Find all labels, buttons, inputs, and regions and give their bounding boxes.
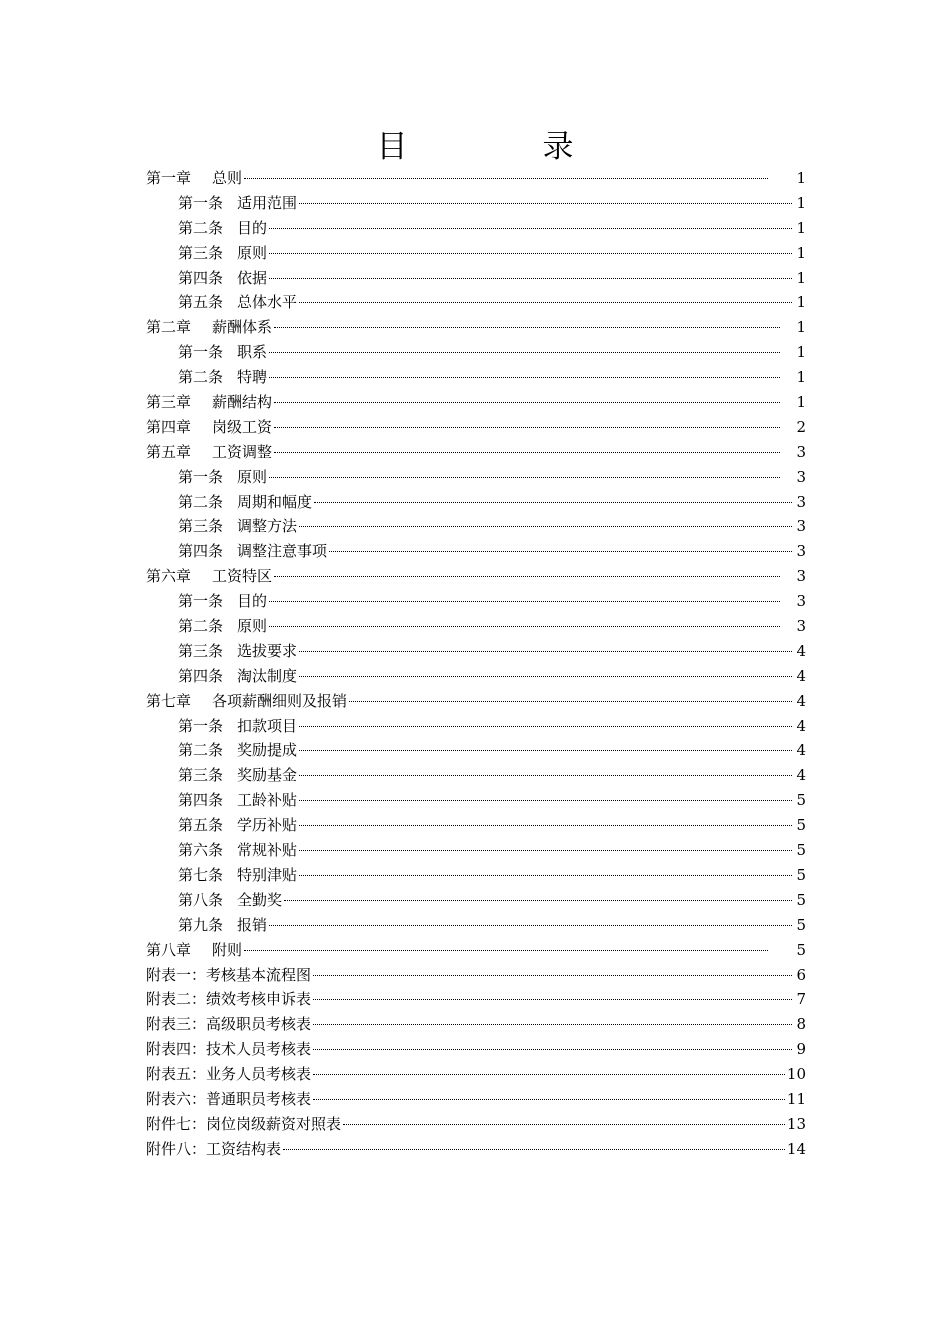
toc-appendix-entry[interactable] (146, 1087, 806, 1112)
toc-page-number: 4 (796, 716, 806, 735)
toc-page-number: 4 (796, 741, 806, 760)
toc-article-entry[interactable] (146, 888, 806, 913)
toc-entry-label (146, 1037, 311, 1062)
toc-article-entry[interactable] (146, 589, 806, 614)
toc-entry-text: 业务人员考核表 (206, 1065, 312, 1084)
toc-article-entry[interactable] (146, 614, 806, 639)
toc-entry-label (178, 365, 267, 390)
toc-entry-text: 工龄补贴 (237, 791, 298, 810)
toc-entry-number: 第一条 (178, 343, 224, 362)
toc-entry-label (178, 763, 297, 788)
toc-entry-label (146, 166, 242, 191)
toc-appendix-entry[interactable] (146, 987, 806, 1012)
toc-chapter-entry[interactable] (146, 166, 806, 191)
toc-entry-label (178, 241, 267, 266)
toc-entry-text: 原则 (237, 467, 268, 486)
toc-page-number: 5 (796, 816, 806, 835)
toc-page-number: 6 (796, 965, 806, 984)
toc-entry-number: 第五条 (178, 293, 224, 312)
toc-entry-text: 奖励提成 (237, 741, 298, 760)
toc-entry-number: 第一条 (178, 592, 224, 611)
toc-page-number: 1 (796, 193, 806, 212)
toc-entry-label (178, 465, 267, 490)
toc-page-number: 1 (796, 243, 806, 262)
toc-chapter-entry[interactable] (146, 440, 806, 465)
toc-entry-text: 岗位岗级薪资对照表 (206, 1114, 342, 1133)
toc-entry-number: 第五条 (178, 816, 224, 835)
toc-page-number: 10 (786, 1065, 806, 1084)
toc-article-entry[interactable] (146, 863, 806, 888)
toc-entry-text: 绩效考核申诉表 (206, 990, 312, 1009)
toc-entry-label (178, 639, 297, 664)
toc-article-entry[interactable] (146, 714, 806, 739)
toc-entry-number: 第三条 (178, 517, 224, 536)
toc-page-number: 5 (796, 791, 806, 810)
toc-entry-text: 报销 (237, 915, 268, 934)
toc-article-entry[interactable] (146, 365, 806, 390)
toc-entry-text: 工资调整 (212, 442, 273, 461)
toc-page-number: 11 (786, 1089, 806, 1108)
dot-leader (274, 452, 780, 453)
dot-leader (269, 352, 780, 353)
table-of-contents (146, 166, 806, 1162)
toc-entry-text: 普通职员考核表 (206, 1089, 312, 1108)
dot-leader (299, 651, 792, 652)
page-title: 目 录 (376, 128, 626, 165)
toc-article-entry[interactable] (146, 913, 806, 938)
dot-leader (284, 900, 792, 901)
toc-entry-label (178, 514, 297, 539)
toc-entry-text: 常规补贴 (237, 841, 298, 860)
toc-entry-number: 附表五： (146, 1065, 207, 1084)
toc-appendix-entry[interactable] (146, 1037, 806, 1062)
toc-entry-number: 附表三： (146, 1015, 207, 1034)
toc-entry-label (178, 863, 297, 888)
dot-leader (299, 875, 792, 876)
toc-entry-text: 扣款项目 (237, 716, 298, 735)
toc-chapter-entry[interactable] (146, 315, 806, 340)
toc-entry-number: 附表六： (146, 1089, 207, 1108)
toc-article-entry[interactable] (146, 763, 806, 788)
toc-article-entry[interactable] (146, 514, 806, 539)
toc-entry-number: 第六条 (178, 841, 224, 860)
toc-page-number: 1 (796, 318, 806, 337)
toc-entry-number: 第四条 (178, 791, 224, 810)
toc-entry-label (146, 1137, 281, 1162)
dot-leader (269, 253, 792, 254)
toc-entry-number: 第三条 (178, 243, 224, 262)
toc-page-number: 3 (796, 442, 806, 461)
toc-article-entry[interactable] (146, 838, 806, 863)
toc-page-number: 2 (796, 417, 806, 436)
toc-article-entry[interactable] (146, 290, 806, 315)
toc-entry-number: 附表四： (146, 1040, 207, 1059)
toc-chapter-entry[interactable] (146, 938, 806, 963)
toc-entry-number: 第三章 (146, 393, 192, 412)
toc-entry-number: 第一条 (178, 193, 224, 212)
toc-entry-number: 第二条 (178, 218, 224, 237)
toc-entry-label (178, 664, 297, 689)
dot-leader (299, 526, 792, 527)
toc-entry-text: 高级职员考核表 (206, 1015, 312, 1034)
toc-page-number: 3 (796, 592, 806, 611)
dot-leader (299, 775, 792, 776)
dot-leader (274, 427, 780, 428)
toc-entry-text: 调整注意事项 (237, 542, 328, 561)
dot-leader (313, 1099, 785, 1100)
toc-entry-text: 总体水平 (237, 293, 298, 312)
dot-leader (274, 576, 780, 577)
toc-page-number: 13 (786, 1114, 806, 1133)
dot-leader (313, 975, 792, 976)
toc-page-number: 5 (796, 865, 806, 884)
toc-entry-label (146, 440, 272, 465)
toc-entry-number: 第四条 (178, 666, 224, 685)
toc-entry-label (146, 938, 242, 963)
toc-entry-number: 第三条 (178, 766, 224, 785)
toc-page-number: 1 (796, 169, 806, 187)
toc-entry-label (178, 888, 282, 913)
toc-entry-text: 工资结构表 (206, 1139, 282, 1158)
dot-leader (313, 999, 792, 1000)
dot-leader (244, 950, 768, 951)
toc-entry-text: 奖励基金 (237, 766, 298, 785)
toc-article-entry[interactable] (146, 340, 806, 365)
toc-page-number: 8 (796, 1015, 806, 1034)
toc-page-number: 4 (796, 641, 806, 660)
toc-article-entry[interactable] (146, 465, 806, 490)
toc-entry-text: 薪酬结构 (212, 393, 273, 412)
toc-page-number: 4 (796, 766, 806, 785)
toc-page-number: 1 (796, 268, 806, 287)
toc-entry-text: 周期和幅度 (237, 492, 313, 511)
toc-page-number: 3 (796, 617, 806, 636)
toc-page-number: 5 (796, 940, 806, 959)
toc-entry-label (146, 315, 272, 340)
toc-entry-number: 第六章 (146, 567, 192, 586)
toc-entry-number: 第四条 (178, 268, 224, 287)
toc-entry-text: 适用范围 (237, 193, 298, 212)
toc-page-number: 3 (796, 542, 806, 561)
toc-entry-text: 依据 (237, 268, 268, 287)
toc-entry-text: 淘汰制度 (237, 666, 298, 685)
toc-page-number: 5 (796, 915, 806, 934)
toc-article-entry[interactable] (146, 241, 806, 266)
toc-entry-text: 附则 (212, 940, 243, 959)
toc-entry-label (178, 290, 297, 315)
dot-leader (313, 1074, 785, 1075)
toc-entry-label (178, 614, 267, 639)
toc-page-number: 1 (796, 368, 806, 387)
dot-leader (313, 1049, 792, 1050)
toc-entry-text: 技术人员考核表 (206, 1040, 312, 1059)
toc-entry-label (146, 1087, 311, 1112)
toc-entry-label (146, 415, 272, 440)
toc-page-number: 3 (796, 467, 806, 486)
toc-article-entry[interactable] (146, 738, 806, 763)
toc-entry-number: 第一条 (178, 716, 224, 735)
toc-entry-label (178, 788, 297, 813)
toc-entry-text: 特聘 (237, 368, 268, 387)
toc-article-entry[interactable] (146, 813, 806, 838)
toc-page-number: 3 (796, 492, 806, 511)
toc-entry-number: 第八条 (178, 890, 224, 909)
dot-leader (274, 402, 780, 403)
toc-entry-number: 第一章 (146, 169, 192, 187)
toc-entry-label (178, 216, 267, 241)
toc-entry-text: 特别津贴 (237, 865, 298, 884)
toc-entry-number: 第七章 (146, 691, 192, 710)
toc-article-entry[interactable] (146, 664, 806, 689)
toc-entry-text: 调整方法 (237, 517, 298, 536)
toc-page-number: 5 (796, 890, 806, 909)
toc-page-number: 4 (796, 691, 806, 710)
toc-entry-number: 附件八： (146, 1139, 207, 1158)
toc-entry-text: 目的 (237, 592, 268, 611)
toc-entry-text: 各项薪酬细则及报销 (212, 691, 348, 710)
toc-entry-number: 附表一： (146, 965, 207, 984)
dot-leader (329, 551, 792, 552)
toc-entry-number: 第三条 (178, 641, 224, 660)
dot-leader (269, 377, 780, 378)
toc-appendix-entry[interactable] (146, 1137, 806, 1162)
toc-entry-label (178, 813, 297, 838)
toc-entry-label (146, 689, 347, 714)
toc-entry-text: 学历补贴 (237, 816, 298, 835)
dot-leader (313, 1024, 792, 1025)
toc-entry-number: 第九条 (178, 915, 224, 934)
toc-page-number: 9 (796, 1040, 806, 1059)
toc-entry-number: 第一条 (178, 467, 224, 486)
toc-entry-label (146, 1012, 311, 1037)
dot-leader (269, 601, 780, 602)
toc-entry-text: 目的 (237, 218, 268, 237)
toc-appendix-entry[interactable] (146, 963, 806, 988)
toc-page-number: 1 (796, 343, 806, 362)
toc-entry-number: 第四条 (178, 542, 224, 561)
toc-article-entry[interactable] (146, 266, 806, 291)
toc-entry-label (178, 490, 312, 515)
toc-entry-number: 第二条 (178, 492, 224, 511)
toc-appendix-entry[interactable] (146, 1062, 806, 1087)
toc-chapter-entry[interactable] (146, 689, 806, 714)
toc-entry-text: 选拔要求 (237, 641, 298, 660)
toc-article-entry[interactable] (146, 216, 806, 241)
toc-entry-number: 第二条 (178, 617, 224, 636)
dot-leader (299, 825, 792, 826)
toc-entry-text: 全勤奖 (237, 890, 283, 909)
toc-entry-number: 第五章 (146, 442, 192, 461)
toc-entry-label (178, 738, 297, 763)
toc-page-number: 1 (796, 218, 806, 237)
toc-entry-number: 第八章 (146, 940, 192, 959)
toc-entry-label (178, 913, 267, 938)
toc-page-number: 14 (786, 1139, 806, 1158)
toc-entry-label (178, 838, 297, 863)
toc-entry-label (146, 963, 311, 988)
dot-leader (299, 676, 792, 677)
toc-entry-text: 工资特区 (212, 567, 273, 586)
dot-leader (269, 477, 780, 478)
dot-leader (299, 203, 792, 204)
toc-entry-text: 原则 (237, 617, 268, 636)
dot-leader (314, 502, 792, 503)
toc-article-entry[interactable] (146, 788, 806, 813)
toc-entry-label (178, 714, 297, 739)
toc-chapter-entry[interactable] (146, 390, 806, 415)
toc-entry-text: 岗级工资 (212, 417, 273, 436)
toc-entry-number: 第二条 (178, 741, 224, 760)
toc-entry-label (146, 1062, 311, 1087)
toc-entry-number: 第四章 (146, 417, 192, 436)
toc-chapter-entry[interactable] (146, 415, 806, 440)
toc-entry-label (178, 191, 297, 216)
toc-article-entry[interactable] (146, 539, 806, 564)
dot-leader (299, 850, 792, 851)
toc-entry-label (146, 564, 272, 589)
toc-appendix-entry[interactable] (146, 1112, 806, 1137)
toc-article-entry[interactable] (146, 639, 806, 664)
toc-entry-text: 总则 (212, 169, 243, 187)
toc-page-number: 7 (796, 990, 806, 1009)
toc-page-number: 3 (796, 567, 806, 586)
toc-entry-label (146, 390, 272, 415)
toc-entry-label (178, 340, 267, 365)
toc-entry-text: 考核基本流程图 (206, 965, 312, 984)
toc-entry-label (178, 266, 267, 291)
toc-entry-label (178, 539, 327, 564)
toc-page-number: 5 (796, 841, 806, 860)
toc-entry-number: 第七条 (178, 865, 224, 884)
toc-entry-text: 职系 (237, 343, 268, 362)
toc-article-entry[interactable] (146, 191, 806, 216)
toc-page-number: 3 (796, 517, 806, 536)
dot-leader (269, 925, 792, 926)
dot-leader (269, 626, 780, 627)
toc-entry-label (146, 1112, 341, 1137)
toc-appendix-entry[interactable] (146, 1012, 806, 1037)
toc-page-number: 1 (796, 293, 806, 312)
dot-leader (283, 1149, 785, 1150)
dot-leader (269, 228, 792, 229)
toc-entry-number: 附件七： (146, 1114, 207, 1133)
toc-entry-label (146, 987, 311, 1012)
dot-leader (244, 178, 768, 179)
dot-leader (299, 302, 792, 303)
toc-page-number: 1 (796, 393, 806, 412)
toc-entry-number: 第二条 (178, 368, 224, 387)
dot-leader (299, 726, 792, 727)
toc-article-entry[interactable] (146, 490, 806, 515)
toc-entry-number: 附表二： (146, 990, 207, 1009)
toc-entry-text: 薪酬体系 (212, 318, 273, 337)
dot-leader (299, 750, 792, 751)
toc-entry-text: 原则 (237, 243, 268, 262)
dot-leader (299, 800, 792, 801)
toc-entry-label (178, 589, 267, 614)
toc-entry-number: 第二章 (146, 318, 192, 337)
dot-leader (269, 278, 792, 279)
dot-leader (274, 327, 780, 328)
toc-chapter-entry[interactable] (146, 564, 806, 589)
toc-page-number: 4 (796, 666, 806, 685)
dot-leader (349, 701, 792, 702)
dot-leader (343, 1124, 785, 1125)
